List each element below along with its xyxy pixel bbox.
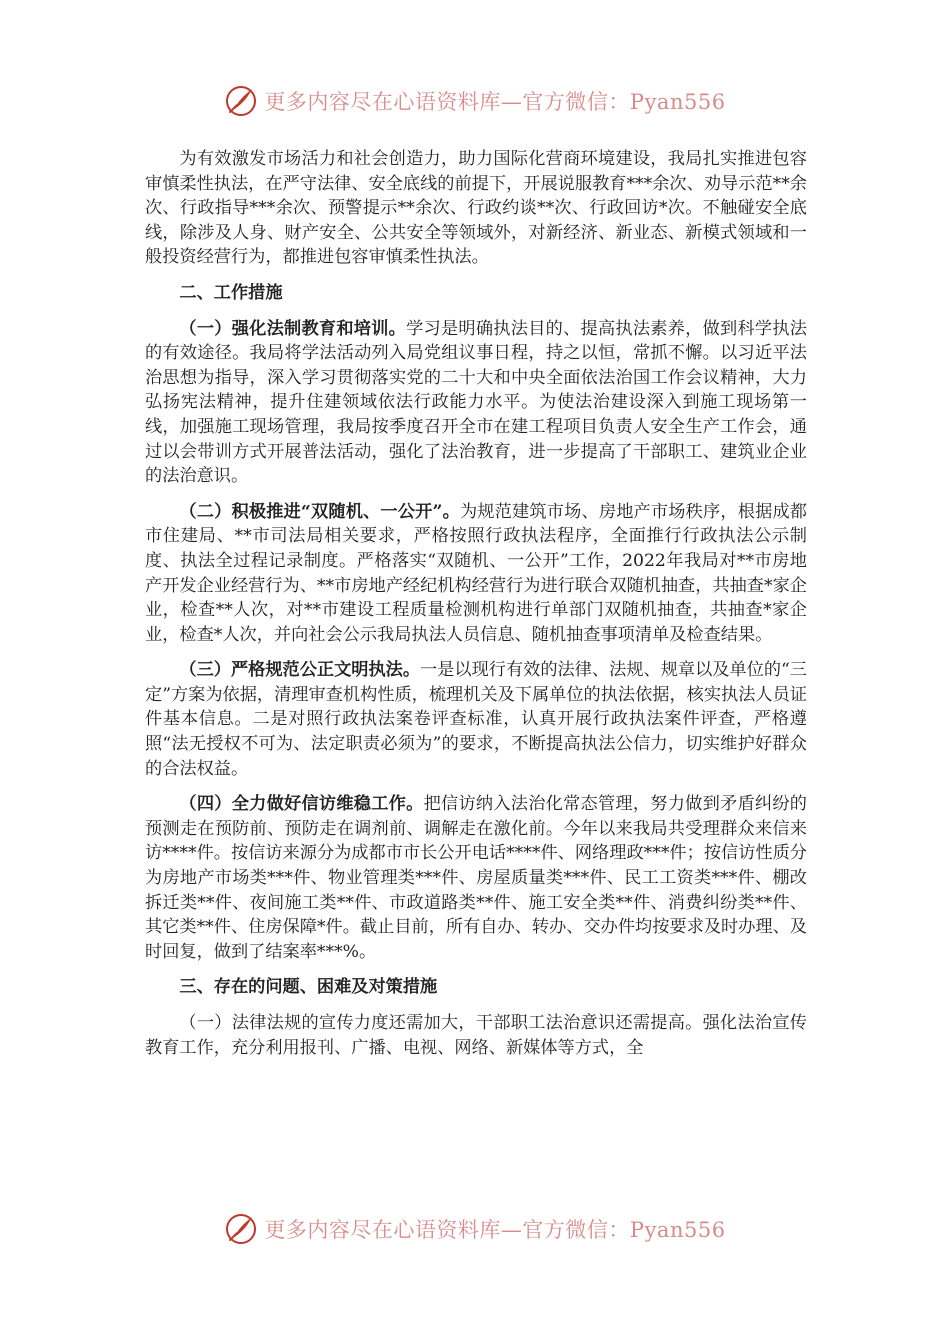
measure-item-3-text: 一是以现行有效的法律、法规、规章以及单位的“三定”方案为依据，清理审查机构性质，梳理机关及下属单位的执法依据，核实执法人员证件基本信息。二是对照行政执法案卷评查标准，认真开展行政执法案件评查，严格遵照“法无授权不可为、法定职责必须为”的要求，不断提高执法公信力，切实维护好群众的合法权益。 [145, 660, 807, 779]
measure-item-3 [145, 658, 807, 781]
measure-item-2 [145, 500, 807, 648]
document-body [145, 147, 807, 1060]
feather-pen-logo-icon [224, 1212, 258, 1246]
banner-text: 更多内容尽在心语资料库—官方微信：Pyan556 [264, 1218, 726, 1242]
measure-item-2-title: （二）积极推进“双随机、一公开”。 [179, 501, 460, 522]
measure-item-4-title: （四）全力做好信访维稳工作。 [179, 794, 424, 815]
measure-item-3-title: （三）严格规范公正文明执法。 [179, 660, 421, 681]
problem-item-1: （一）法律法规的宣传力度还需加大，干部职工法治意识还需提高。强化法治宣传教育工作，充分利用报刊、广播、电视、网络、新媒体等方式，全 [145, 1013, 807, 1058]
measure-item-1 [145, 317, 807, 489]
measure-item-4-text: 把信访纳入法治化常态管理，努力做到矛盾纠纷的预测走在预防前、预防走在调剂前、调解走在激化前。今年以来我局共受理群众来信来访****件。按信访来源分为成都市市长公开电话****件、网络理政***件；按信访性质分为房地产市场类***件、物业管理类***件、房屋质量类***件、民工工资类***件、棚改拆迁类**件、夜间施工类**件、市政道路类**件、施工安全类**件、消费纠纷类**件、其它类**件、住房保障*件。截止目前，所有自办、转办、交办件均按要求及时办理、及时回复，做到了结案率***%。 [145, 794, 807, 962]
measure-item-2-text: 为规范建筑市场、房地产市场秩序，根据成都市住建局、**市司法局相关要求，严格按照行政执法程序，全面推行行政执法公示制度、执法全过程记录制度。严格落实“双随机、一公开”工作，2022年我局对**市房地产开发企业经营行为、**市房地产经纪机构经营行为进行联合双随机抽查，共抽查*家企业，检查**人次，对**市建设工程质量检测机构进行单部门双随机抽查，共抽查*家企业，检查*人次，并向社会公示我局执法人员信息、随机抽查事项清单及检查结果。 [145, 501, 807, 645]
banner-text: 更多内容尽在心语资料库—官方微信：Pyan556 [264, 90, 726, 114]
intro-paragraph: 为有效激发市场活力和社会创造力，助力国际化营商环境建设，我局扎实推进包容审慎柔性执法，在严守法律、安全底线的前提下，开展说服教育***余次、劝导示范**余次、行政指导***余次、预警提示**余次、行政约谈**次、行政回访*次。不触碰安全底线，除涉及人身、财产安全、公共安全等领域外，对新经济、新业态、新模式领域和一般投资经营行为，都推进包容审慎柔性执法。 [145, 149, 807, 268]
section-heading-problems: 三、存在的问题、困难及对策措施 [179, 977, 438, 998]
header-banner [0, 84, 950, 118]
footer-banner [0, 1212, 950, 1246]
feather-pen-logo-icon [224, 84, 258, 118]
measure-item-1-text: 学习是明确执法目的、提高执法素养，做到科学执法的有效途径。我局将学法活动列入局党组议事日程，持之以恒，常抓不懈。以习近平法治思想为指导，深入学习贯彻落实党的二十大和中央全面依法治国工作会议精神，大力弘扬宪法精神，提升住建领域依法行政能力水平。为使法治建设深入到施工现场第一线，加强施工现场管理，我局按季度召开全市在建工程项目负责人安全生产工作会，通过以会带训方式开展普法活动，强化了法治教育，进一步提高了干部职工、建筑业企业的法治意识。 [145, 318, 807, 487]
section-heading-measures: 二、工作措施 [179, 282, 283, 303]
measure-item-1-title: （一）强化法制教育和培训。 [179, 318, 407, 339]
measure-item-4 [145, 792, 807, 964]
